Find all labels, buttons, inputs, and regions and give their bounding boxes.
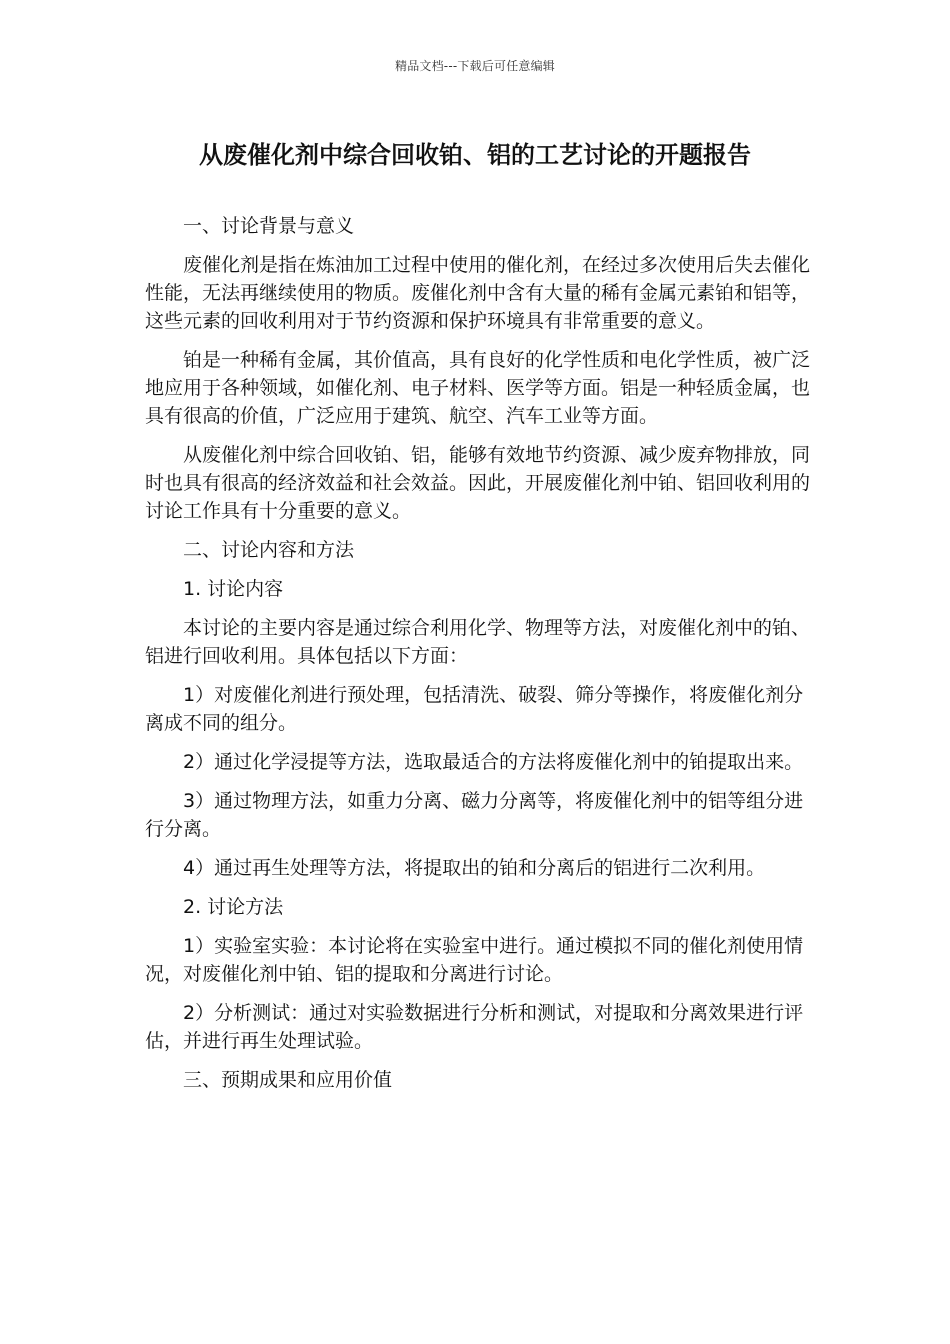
subheading-methods: 2. 讨论方法 <box>183 896 284 918</box>
list-item-method-2: 2）分析测试：通过对实验数据进行分析和测试，对提取和分离效果进行评估，并进行再生处理试验。 <box>145 1002 804 1052</box>
paragraph-background-1: 废催化剂是指在炼油加工过程中使用的催化剂，在经过多次使用后失去催化性能，无法再继续使用的物质。废催化剂中含有大量的稀有金属元素铂和铝等，这些元素的回收利用对于节约资源和保护环境具有非常重要的意义。 <box>145 254 811 332</box>
section-heading-outcomes: 三、预期成果和应用价值 <box>183 1069 393 1091</box>
list-item-content-1: 1）对废催化剂进行预处理，包括清洗、破裂、筛分等操作，将废催化剂分离成不同的组分。 <box>145 684 804 734</box>
list-item-method-1: 1）实验室实验：本讨论将在实验室中进行。通过模拟不同的催化剂使用情况，对废催化剂中铂、铝的提取和分离进行讨论。 <box>145 935 804 985</box>
list-item-content-2: 2）通过化学浸提等方法，选取最适合的方法将废催化剂中的铂提取出来。 <box>183 751 804 773</box>
paragraph-background-3: 从废催化剂中综合回收铂、铝，能够有效地节约资源、减少废弃物排放，同时也具有很高的经济效益和社会效益。因此，开展废催化剂中铂、铝回收利用的讨论工作具有十分重要的意义。 <box>145 444 811 522</box>
section-heading-content-methods: 二、讨论内容和方法 <box>183 539 355 561</box>
paragraph-background-2: 铂是一种稀有金属，其价值高，具有良好的化学性质和电化学性质，被广泛地应用于各种领域，如催化剂、电子材料、医学等方面。铝是一种轻质金属，也具有很高的价值，广泛应用于建筑、航空、汽车工业等方面。 <box>145 349 811 427</box>
subheading-content: 1. 讨论内容 <box>183 578 284 600</box>
list-item-content-4: 4）通过再生处理等方法，将提取出的铂和分离后的铝进行二次利用。 <box>183 857 766 879</box>
paragraph-content-intro: 本讨论的主要内容是通过综合利用化学、物理等方法，对废催化剂中的铂、铝进行回收利用。具体包括以下方面： <box>145 617 811 667</box>
list-item-content-3: 3）通过物理方法，如重力分离、磁力分离等，将废催化剂中的铝等组分进行分离。 <box>145 790 804 840</box>
document-title: 从废催化剂中综合回收铂、铝的工艺讨论的开题报告 <box>199 141 751 169</box>
section-heading-background: 一、讨论背景与意义 <box>183 215 355 237</box>
header-note: 精品文档---下载后可任意编辑 <box>395 59 555 73</box>
document-body <box>145 212 810 1105</box>
